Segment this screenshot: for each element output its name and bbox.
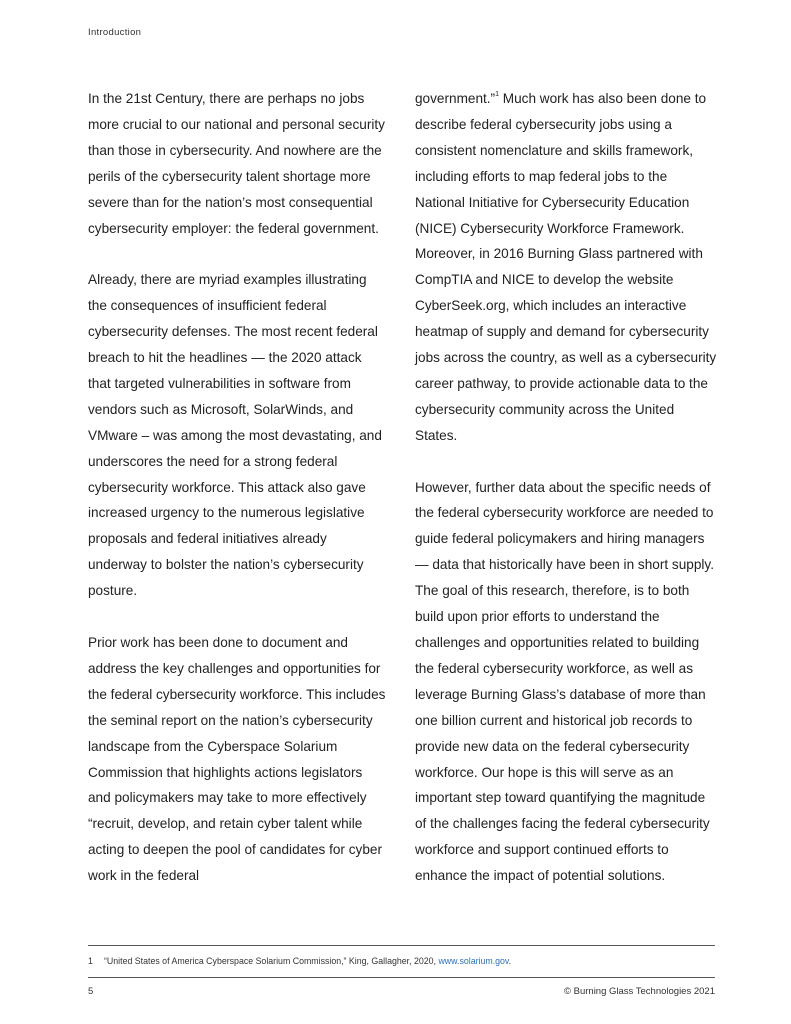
paragraph-start: government.” bbox=[415, 91, 496, 106]
left-column bbox=[88, 86, 388, 889]
copyright: © Burning Glass Technologies 2021 bbox=[563, 986, 715, 997]
paragraph: Already, there are myriad examples illustrating the consequences of insufficient federal cybersecurity defenses. The most recent federal breach to hit the headlines — the 2020 attack that targeted vulnerabilities in software from vendors such as Microsoft, SolarWinds, and VMware – was among the most devastating, and underscores the need for a strong federal cybersecurity workforce. This attack also gave increased urgency to the numerous legislative proposals and federal initiatives already underway to bolster the nation’s cybersecurity posture. bbox=[88, 272, 382, 599]
right-column bbox=[415, 86, 719, 889]
footnote-number: 1 bbox=[88, 956, 93, 966]
footnote-link[interactable]: www.solarium.gov bbox=[438, 956, 509, 966]
paragraph-rest: Much work has also been done to describe federal cybersecurity jobs using a consistent nomenclature and skills framework, including efforts to map federal jobs to the National Initiative for Cybersecurity Education (NICE) Cybersecurity Workforce Framework. Moreover, in 2016 Burning Glass partnered with CompTIA and NICE to develop the website CyberSeek.org, which includes an interactive heatmap of supply and demand for cybersecurity jobs across the country, as well as a cybersecurity career pathway, to provide actionable data to the cybersecurity community across the United States. bbox=[415, 91, 717, 443]
footnote-reference[interactable]: 1 bbox=[495, 91, 499, 99]
paragraph: However, further data about the specific needs of the federal cybersecurity workforce are needed to guide federal policymakers and hiring managers — data that historically have been in short supply. The goal of this research, therefore, is to both build upon prior efforts to understand the challenges and opportunities related to building the federal cybersecurity workforce, as well as leverage Burning Glass’s database of more than one billion current and historical job records to provide new data on the federal cybersecurity workforce. Our hope is this will serve as an important step toward quantifying the magnitude of the challenges facing the federal cybersecurity workforce and support continued efforts to enhance the impact of potential solutions. bbox=[415, 479, 714, 884]
paragraph: Prior work has been done to document and address the key challenges and opportunities for the federal cybersecurity workforce. This includes the seminal report on the nation’s cybersecurity landscape from the Cyberspace Solarium Commission that highlights actions legislators and policymakers may take to more effectively “recruit, develop, and retain cyber talent while acting to deepen the pool of candidates for cyber work in the federal bbox=[88, 635, 386, 884]
paragraph: In the 21st Century, there are perhaps no jobs more crucial to our national and personal security than those in cybersecurity. And nowhere are the perils of the cybersecurity talent shortage more severe than for the nation’s most consequential cybersecurity employer: the federal government. bbox=[88, 91, 385, 236]
footnote-text: “United States of America Cyberspace Solarium Commission,” King, Gallagher, 2020, bbox=[104, 956, 439, 966]
paragraph bbox=[415, 86, 719, 449]
footnote bbox=[88, 956, 511, 966]
footnote-divider bbox=[88, 945, 715, 946]
section-header: Introduction bbox=[88, 27, 142, 38]
footer-divider bbox=[88, 977, 715, 978]
page-number: 5 bbox=[88, 986, 94, 997]
footnote-end: . bbox=[508, 956, 512, 966]
